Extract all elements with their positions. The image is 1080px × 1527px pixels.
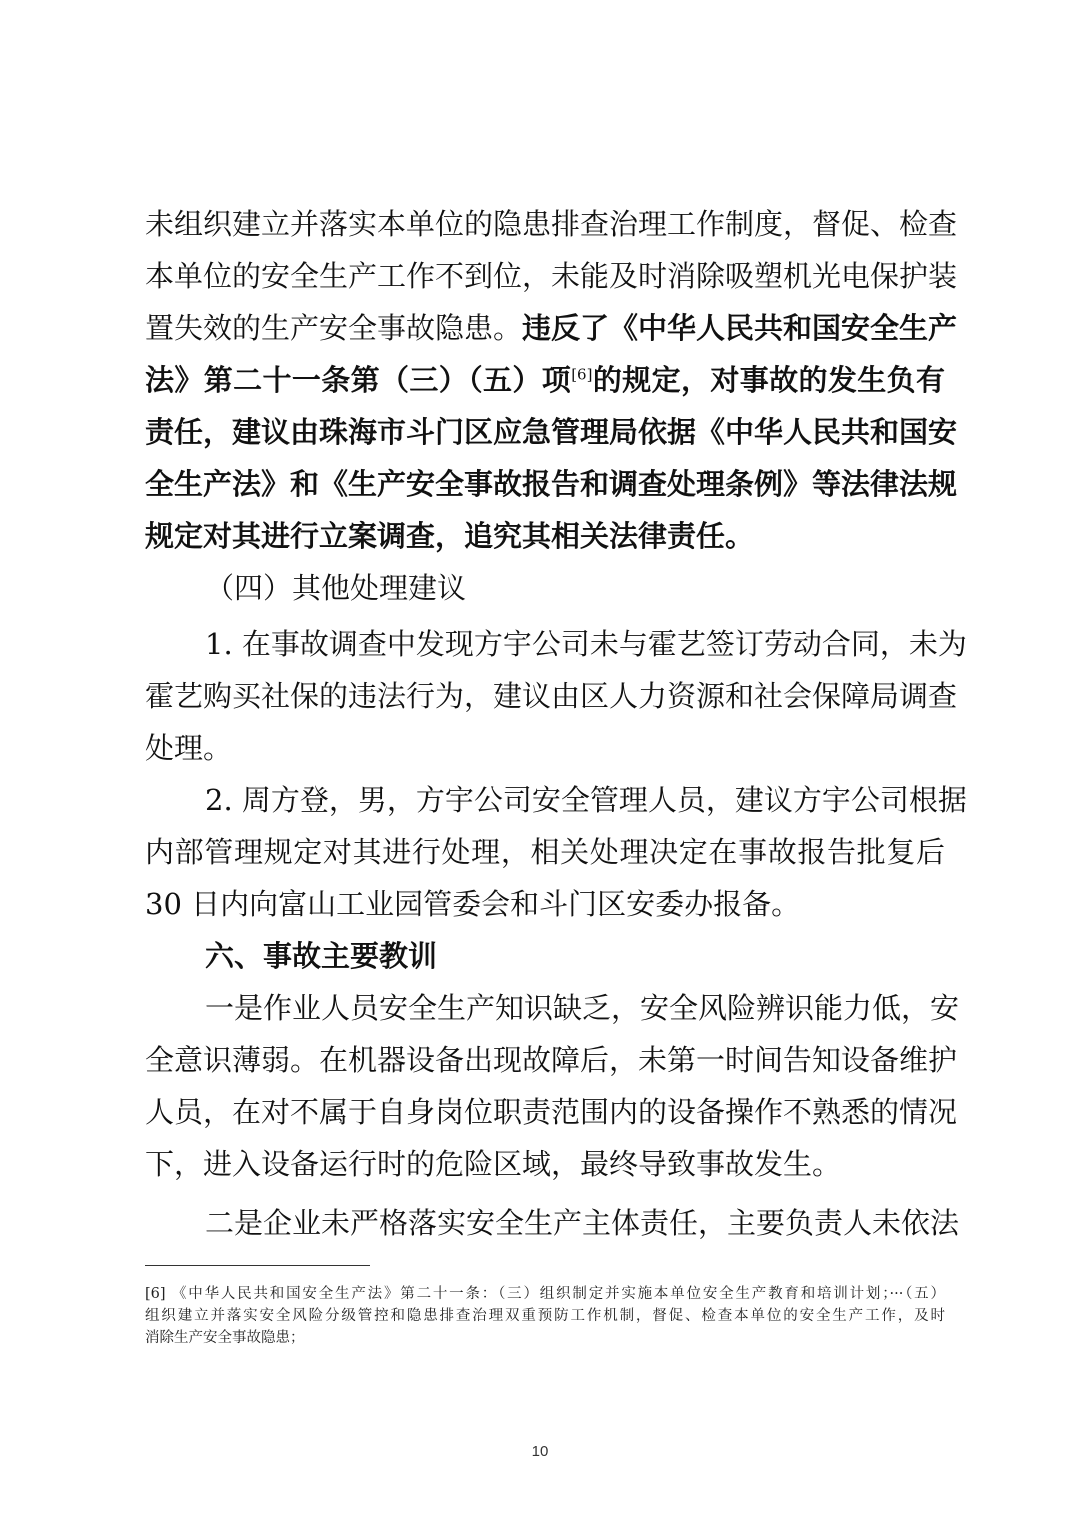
body-line-5 <box>145 412 958 452</box>
page-number: 10 <box>531 1443 549 1460</box>
line-text: 未组织建立并落实本单位的隐患排查治理工作制度，督促、检查 <box>145 207 958 241</box>
line-text: 一是作业人员安全生产知识缺乏，安全风险辨识能力低，安 <box>205 991 960 1025</box>
line-text: 本单位的安全生产工作不到位，未能及时消除吸塑机光电保护装 <box>145 259 958 293</box>
body-line-14 <box>145 884 945 924</box>
line-text: 处理。 <box>145 731 233 765</box>
line-text: （四）其他处理建议 <box>205 571 467 605</box>
subheading-other-suggestions <box>205 568 945 608</box>
body-line-11 <box>145 728 945 768</box>
line-text: 30 日内向富山工业园管委会和斗门区安委办报备。 <box>145 887 801 921</box>
line-text: 2. 周方登，男，方宇公司安全管理人员，建议方宇公司根据 <box>205 783 967 817</box>
body-line-3 <box>145 308 958 348</box>
body-line-10 <box>145 676 958 716</box>
footnote-line-3: 消除生产安全事故隐患； <box>145 1330 305 1346</box>
line-bold-text: 法》第二十一条第（三）（五）项 <box>145 363 572 397</box>
body-line-2 <box>145 256 958 296</box>
line-text: 1. 在事故调查中发现方宇公司未与霍艺签订劳动合同，未为 <box>205 627 967 661</box>
line-text: 人员，在对不属于自身岗位职责范围内的设备操作不熟悉的情况 <box>145 1095 958 1129</box>
footnote-line-1: [6] 《中华人民共和国安全生产法》第二十一条：（三）组织制定并实施本单位安全生产教育和培训计划；···（五） <box>145 1286 945 1302</box>
line-text: 下，进入设备运行时的危险区域，最终导致事故发生。 <box>145 1147 842 1181</box>
body-line-16 <box>205 988 960 1028</box>
line-bold-text: 全生产法》和《生产安全事故报告和调查处理条例》等法律法规 <box>145 467 958 501</box>
line-bold-text: 责任，建议由珠海市斗门区应急管理局依据《中华人民共和国安 <box>145 415 958 449</box>
body-line-9 <box>205 624 967 664</box>
line-bold-text: 规定对其进行立案调查，追究其相关法律责任。 <box>145 519 755 553</box>
body-line-20 <box>205 1203 960 1243</box>
footnote-line-2: 组织建立并落实安全风险分级管控和隐患排查治理双重预防工作机制，督促、检查本单位的安全生产工作，及时 <box>145 1308 945 1324</box>
line-text: 内部管理规定对其进行处理，相关处理决定在事故报告批复后 <box>145 835 945 869</box>
body-line-17 <box>145 1040 958 1080</box>
line-text: 全意识薄弱。在机器设备出现故障后，未第一时间告知设备维护 <box>145 1043 958 1077</box>
line-text: 置失效的生产安全事故隐患。 <box>145 311 523 345</box>
body-line-18 <box>145 1092 958 1132</box>
body-line-13 <box>145 832 945 872</box>
section-heading-lessons <box>205 936 945 976</box>
body-line-12 <box>205 780 967 820</box>
line-text: 二是企业未严格落实安全生产主体责任，主要负责人未依法 <box>205 1206 960 1240</box>
heading-text: 六、事故主要教训 <box>205 939 438 973</box>
body-line-7 <box>145 516 945 556</box>
body-line-1 <box>145 204 958 244</box>
line-text: 霍艺购买社保的违法行为，建议由区人力资源和社会保障局调查 <box>145 679 958 713</box>
body-line-6 <box>145 464 958 504</box>
line-bold-text: 违反了《中华人民共和国安全生产 <box>522 311 958 345</box>
line-bold-text-after: 的规定，对事故的发生负有 <box>592 363 945 397</box>
footnote-ref[interactable]: [6] <box>571 365 593 384</box>
body-line-19 <box>145 1144 945 1184</box>
footnote-divider <box>145 1265 370 1266</box>
body-line-4 <box>145 360 945 400</box>
